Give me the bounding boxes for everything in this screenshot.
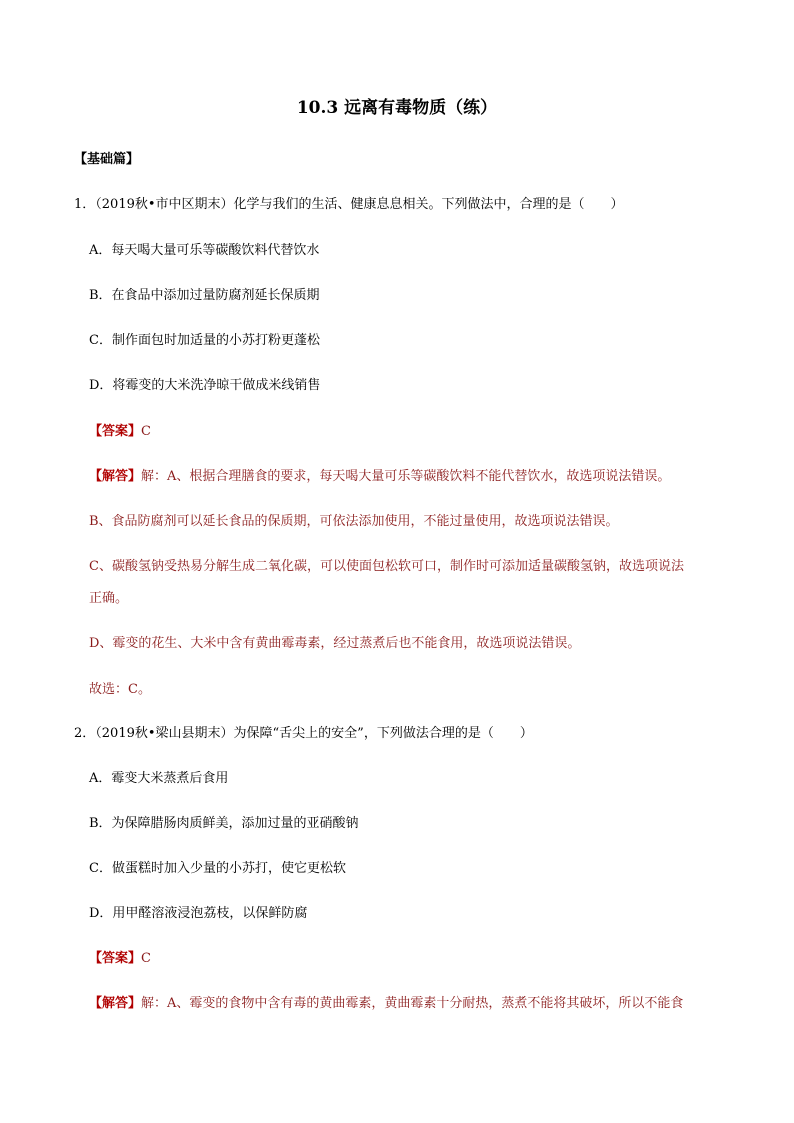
question-2-stem: 2．（2019秋•梁山县期末）为保障“舌尖上的安全”，下列做法合理的是（ ） (74, 726, 533, 741)
question-1-analysis-a (89, 468, 670, 486)
question-1-option-a: A．每天喝大量可乐等碳酸饮料代替饮水 (89, 243, 320, 258)
question-1-analysis-d: D、霉变的花生、大米中含有黄曲霉毒素，经过蒸煮后也不能食用，故选项说法错误。 (89, 636, 581, 651)
analysis-tag: 【解答】 (89, 469, 142, 484)
answer-value: C (141, 951, 151, 966)
page-title: 10.3 远离有毒物质（练） (296, 98, 498, 118)
question-1-stem: 1．（2019秋•市中区期末）化学与我们的生活、健康息息相关。下列做法中，合理的是（ ） (74, 197, 624, 212)
question-1-option-b: B．在食品中添加过量防腐剂延长保质期 (89, 288, 320, 303)
answer-tag: 【答案】 (89, 951, 142, 966)
question-1-analysis-c-cont: 正确。 (89, 591, 129, 606)
answer-tag: 【答案】 (89, 424, 142, 439)
analysis-prefix: 解： (141, 469, 168, 484)
analysis-tag: 【解答】 (89, 996, 142, 1011)
section-heading: 【基础篇】 (74, 152, 140, 167)
analysis-text: A、根据合理膳食的要求，每天喝大量可乐等碳酸饮料不能代替饮水，故选项说法错误。 (167, 469, 671, 484)
question-2-option-b: B．为保障腊肠肉质鲜美，添加过量的亚硝酸钠 (89, 816, 359, 831)
analysis-prefix: 解： (141, 996, 168, 1011)
analysis-text: A、霉变的食物中含有毒的黄曲霉素，黄曲霉素十分耐热，蒸煮不能将其破坏，所以不能食 (167, 996, 684, 1011)
question-2-analysis-a (89, 995, 683, 1013)
question-2-option-d: D．用甲醛溶液浸泡荔枝，以保鲜防腐 (89, 906, 308, 921)
question-2-option-c: C．做蛋糕时加入少量的小苏打，使它更松软 (89, 861, 346, 876)
answer-value: C (141, 424, 151, 439)
question-1-conclusion: 故选：C。 (89, 682, 151, 697)
question-1-option-c: C．制作面包时加适量的小苏打粉更蓬松 (89, 333, 320, 348)
question-1-answer (89, 423, 151, 441)
question-1-analysis-b: B、食品防腐剂可以延长食品的保质期，可依法添加使用，不能过量使用，故选项说法错误。 (89, 514, 619, 529)
question-1-analysis-c: C、碳酸氢钠受热易分解生成二氧化碳，可以使面包松软可口，制作时可添加适量碳酸氢钠，故选项说法 (89, 559, 684, 574)
question-2-answer (89, 950, 151, 968)
question-2-option-a: A．霉变大米蒸煮后食用 (89, 771, 229, 786)
question-1-option-d: D．将霉变的大米洗净晾干做成米线销售 (89, 378, 321, 393)
